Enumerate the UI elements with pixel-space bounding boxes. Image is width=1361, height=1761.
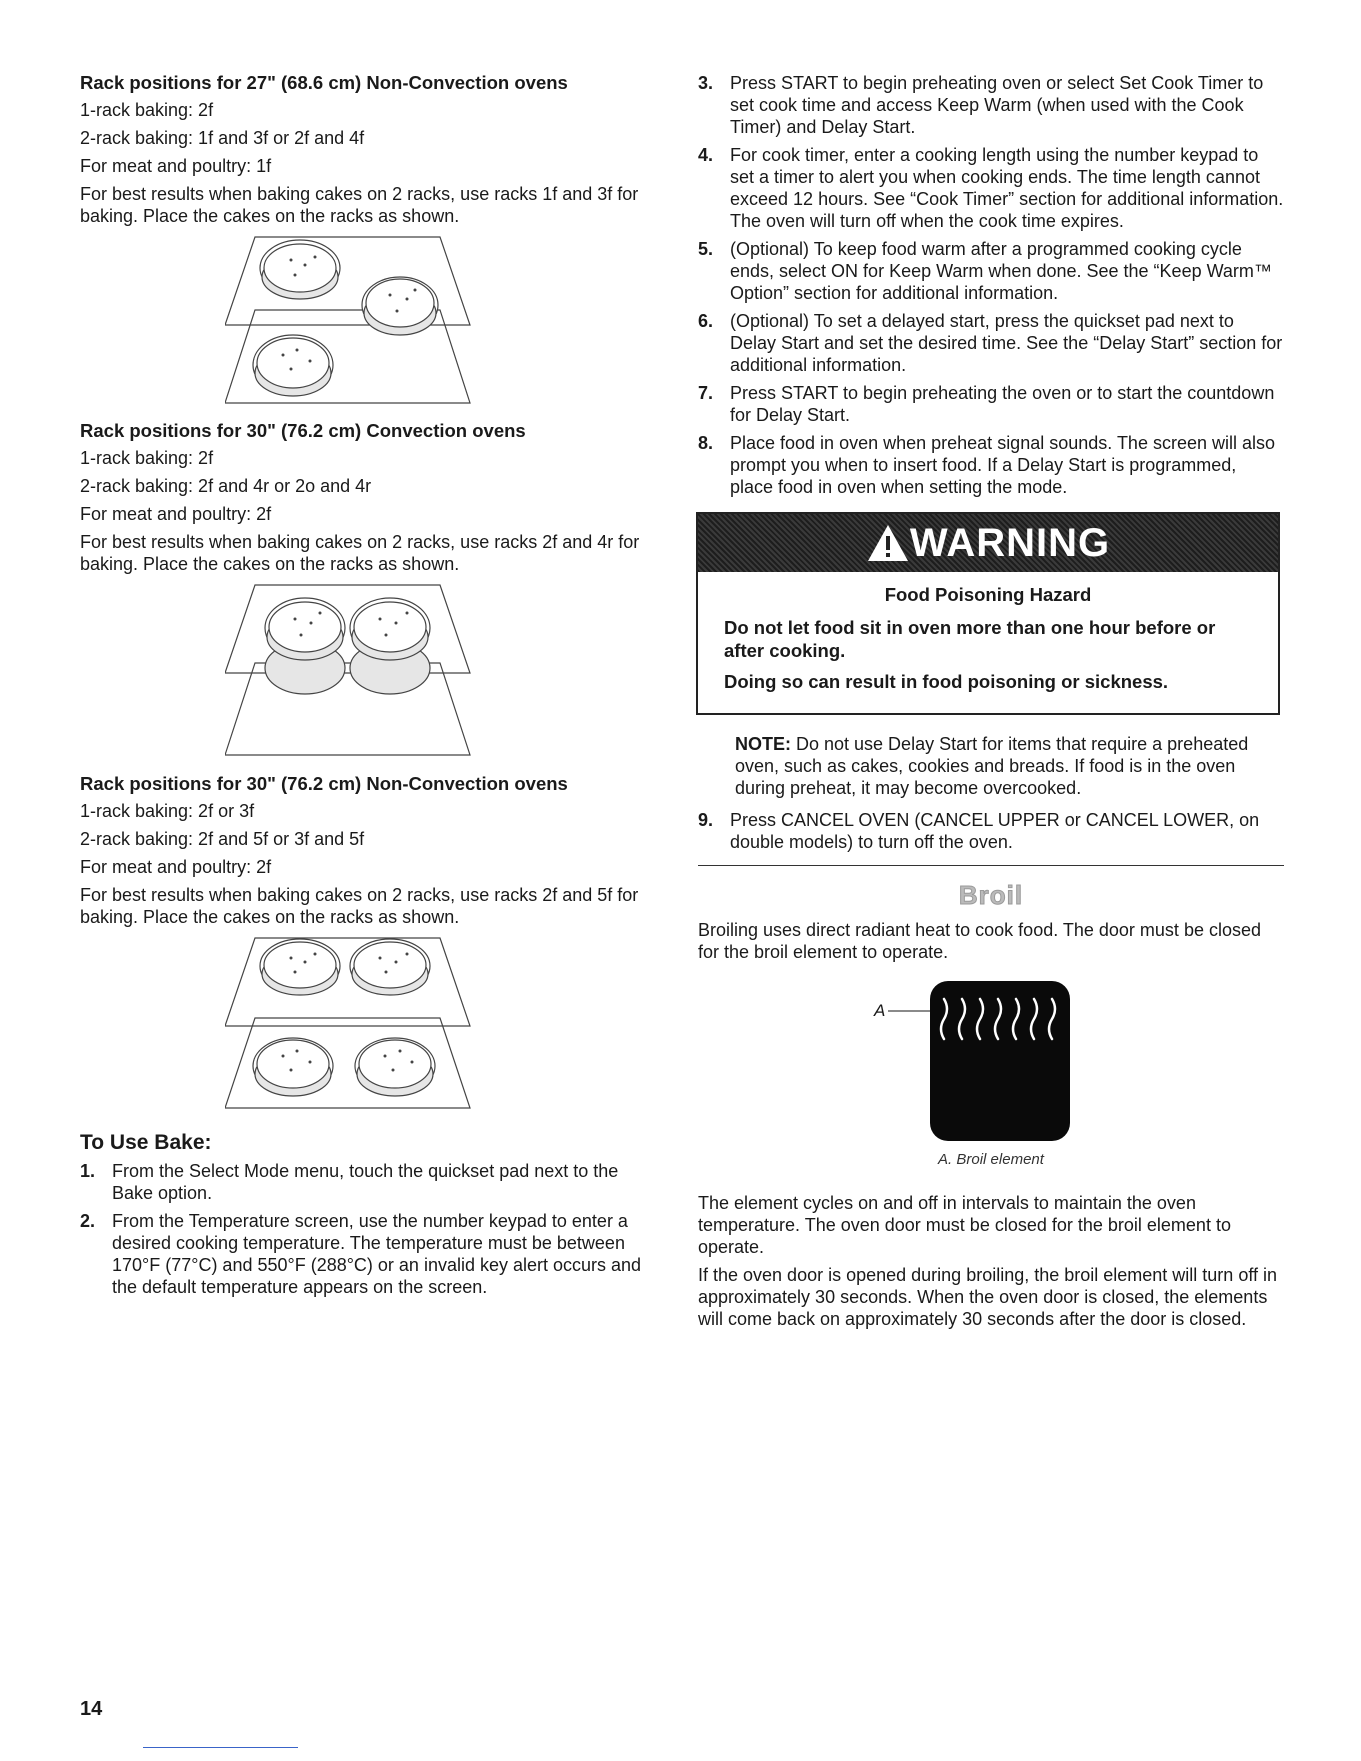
warning-line: Do not let food sit in oven more than one hour before or after cooking. [724,617,1216,661]
step-number: 8. [698,433,714,453]
list-item [698,382,1284,426]
section-heading: Rack positions for 30" (76.2 cm) Non-Convection ovens [80,773,568,794]
left-column [80,72,660,1304]
rack-line: For meat and poultry: 2f [80,504,272,524]
rack-diagram-27-non-convection [225,235,475,410]
right-column [698,72,1284,1336]
page-number: 14 [80,1698,103,1720]
note-label: NOTE: [735,734,791,754]
section-paragraph: For best results when baking cakes on 2 racks, use racks 2f and 4r for baking. Place the cakes on the racks as shown. [80,532,640,574]
warning-title: WARNING [909,520,1111,565]
broil-intro: Broiling uses direct radiant heat to cook food. The door must be closed for the broil element to operate. [698,920,1261,962]
step-number: 6. [698,311,714,331]
step-text: Place food in oven when preheat signal sounds. The screen will also prompt you when to insert food. If a Delay Start is programmed, place food in oven when setting the mode. [730,433,1276,497]
broil-figure [698,977,1284,1147]
step-text: (Optional) To keep food warm after a programmed cooking cycle ends, select ON for Keep Warm when done. See the “Keep Warm™ Option” section for additional information. [730,239,1272,303]
step-number: 4. [698,145,714,165]
step-text: From the Temperature screen, use the number keypad to enter a desired cooking temperature. The temperature must be between 170°F (77°C) and 550°F (288°C) or an invalid key alert occurs and the default temperature appears on the screen. [112,1211,642,1297]
step-text: Press START to begin preheating the oven or to start the countdown for Delay Start. [730,383,1275,425]
to-use-bake [80,1130,660,1298]
list-item [698,72,1284,138]
warning-title-wrap [866,521,1110,566]
section-heading: Rack positions for 27" (68.6 cm) Non-Convection ovens [80,72,568,93]
rack-diagram-30-convection [225,583,475,763]
list-item [698,144,1284,232]
step-number: 7. [698,383,714,403]
list-item [80,1210,660,1298]
rack-line: For meat and poultry: 2f [80,857,272,877]
warning-header [698,514,1278,572]
broil-title: Broil [958,880,1024,910]
broil-element-diagram [888,977,1078,1147]
note [698,733,1284,799]
rack-diagram-30-non-convection [225,936,475,1116]
rack-line: 2-rack baking: 2f and 5f or 3f and 5f [80,829,365,849]
step-number: 9. [698,810,714,830]
step-text: Press START to begin preheating oven or select Set Cook Timer to set cook time and access Keep Warm (when used with the Cook Timer) and Delay Start. [730,73,1264,137]
broil-caption: A. Broil element [938,1151,1044,1168]
section-divider [698,865,1284,866]
step-text: For cook timer, enter a cooking length using the number keypad to set a timer to alert you when cooking ends. The time length cannot exceed 12 hours. See “Cook Timer” section for additional information. The oven will turn off when the cook time expires. [730,145,1284,231]
list-item [698,809,1284,853]
warning-line: Doing so can result in food poisoning or sickness. [724,671,1169,692]
rack-line: 2-rack baking: 1f and 3f or 2f and 4f [80,128,365,148]
bake-steps-list [80,1160,660,1298]
rack-line: 1-rack baking: 2f [80,448,214,468]
broil-paragraph: The element cycles on and off in intervals to maintain the oven temperature. The oven door must be closed for the broil element to operate. [698,1193,1231,1257]
footer-rule [143,1747,298,1748]
warning-body [698,572,1278,713]
step-number: 2. [80,1211,96,1231]
bake-steps-final [698,809,1284,853]
section-paragraph: For best results when baking cakes on 2 racks, use racks 1f and 3f for baking. Place the cakes on the racks as shown. [80,184,639,226]
section-27-non-convection [80,72,660,410]
rack-line: 1-rack baking: 2f [80,100,214,120]
section-30-convection [80,420,660,763]
list-item [80,1160,660,1204]
step-text: (Optional) To set a delayed start, press the quickset pad next to Delay Start and set the desired time. See the “Delay Start” section for additional information. [730,311,1283,375]
figure-label-a: A [874,1001,886,1020]
warning-triangle-icon [866,523,910,563]
bake-steps-continued [698,72,1284,498]
step-text: Press CANCEL OVEN (CANCEL UPPER or CANCEL LOWER, on double models) to turn off the oven. [730,810,1260,852]
section-heading: Rack positions for 30" (76.2 cm) Convection ovens [80,420,526,441]
warning-box [696,512,1280,715]
list-item [698,238,1284,304]
step-number: 5. [698,239,714,259]
step-number: 1. [80,1161,96,1181]
to-use-bake-heading: To Use Bake: [80,1131,212,1154]
warning-subtitle: Food Poisoning Hazard [884,584,1092,605]
rack-line: For meat and poultry: 1f [80,156,272,176]
note-text: Do not use Delay Start for items that require a preheated oven, such as cakes, cookies and breads. If food is in the oven during preheat, it may become overcooked. [735,734,1249,798]
list-item [698,432,1284,498]
section-paragraph: For best results when baking cakes on 2 racks, use racks 2f and 5f for baking. Place the cakes on the racks as shown. [80,885,639,927]
step-text: From the Select Mode menu, touch the quickset pad next to the Bake option. [112,1161,619,1203]
section-30-non-convection [80,773,660,1116]
rack-line: 1-rack baking: 2f or 3f [80,801,255,821]
list-item [698,310,1284,376]
rack-line: 2-rack baking: 2f and 4r or 2o and 4r [80,476,372,496]
step-number: 3. [698,73,714,93]
broil-paragraph: If the oven door is opened during broiling, the broil element will turn off in approximately 30 seconds. When the oven door is closed, the elements will come back on approximately 30 seconds after the door is closed. [698,1265,1278,1329]
